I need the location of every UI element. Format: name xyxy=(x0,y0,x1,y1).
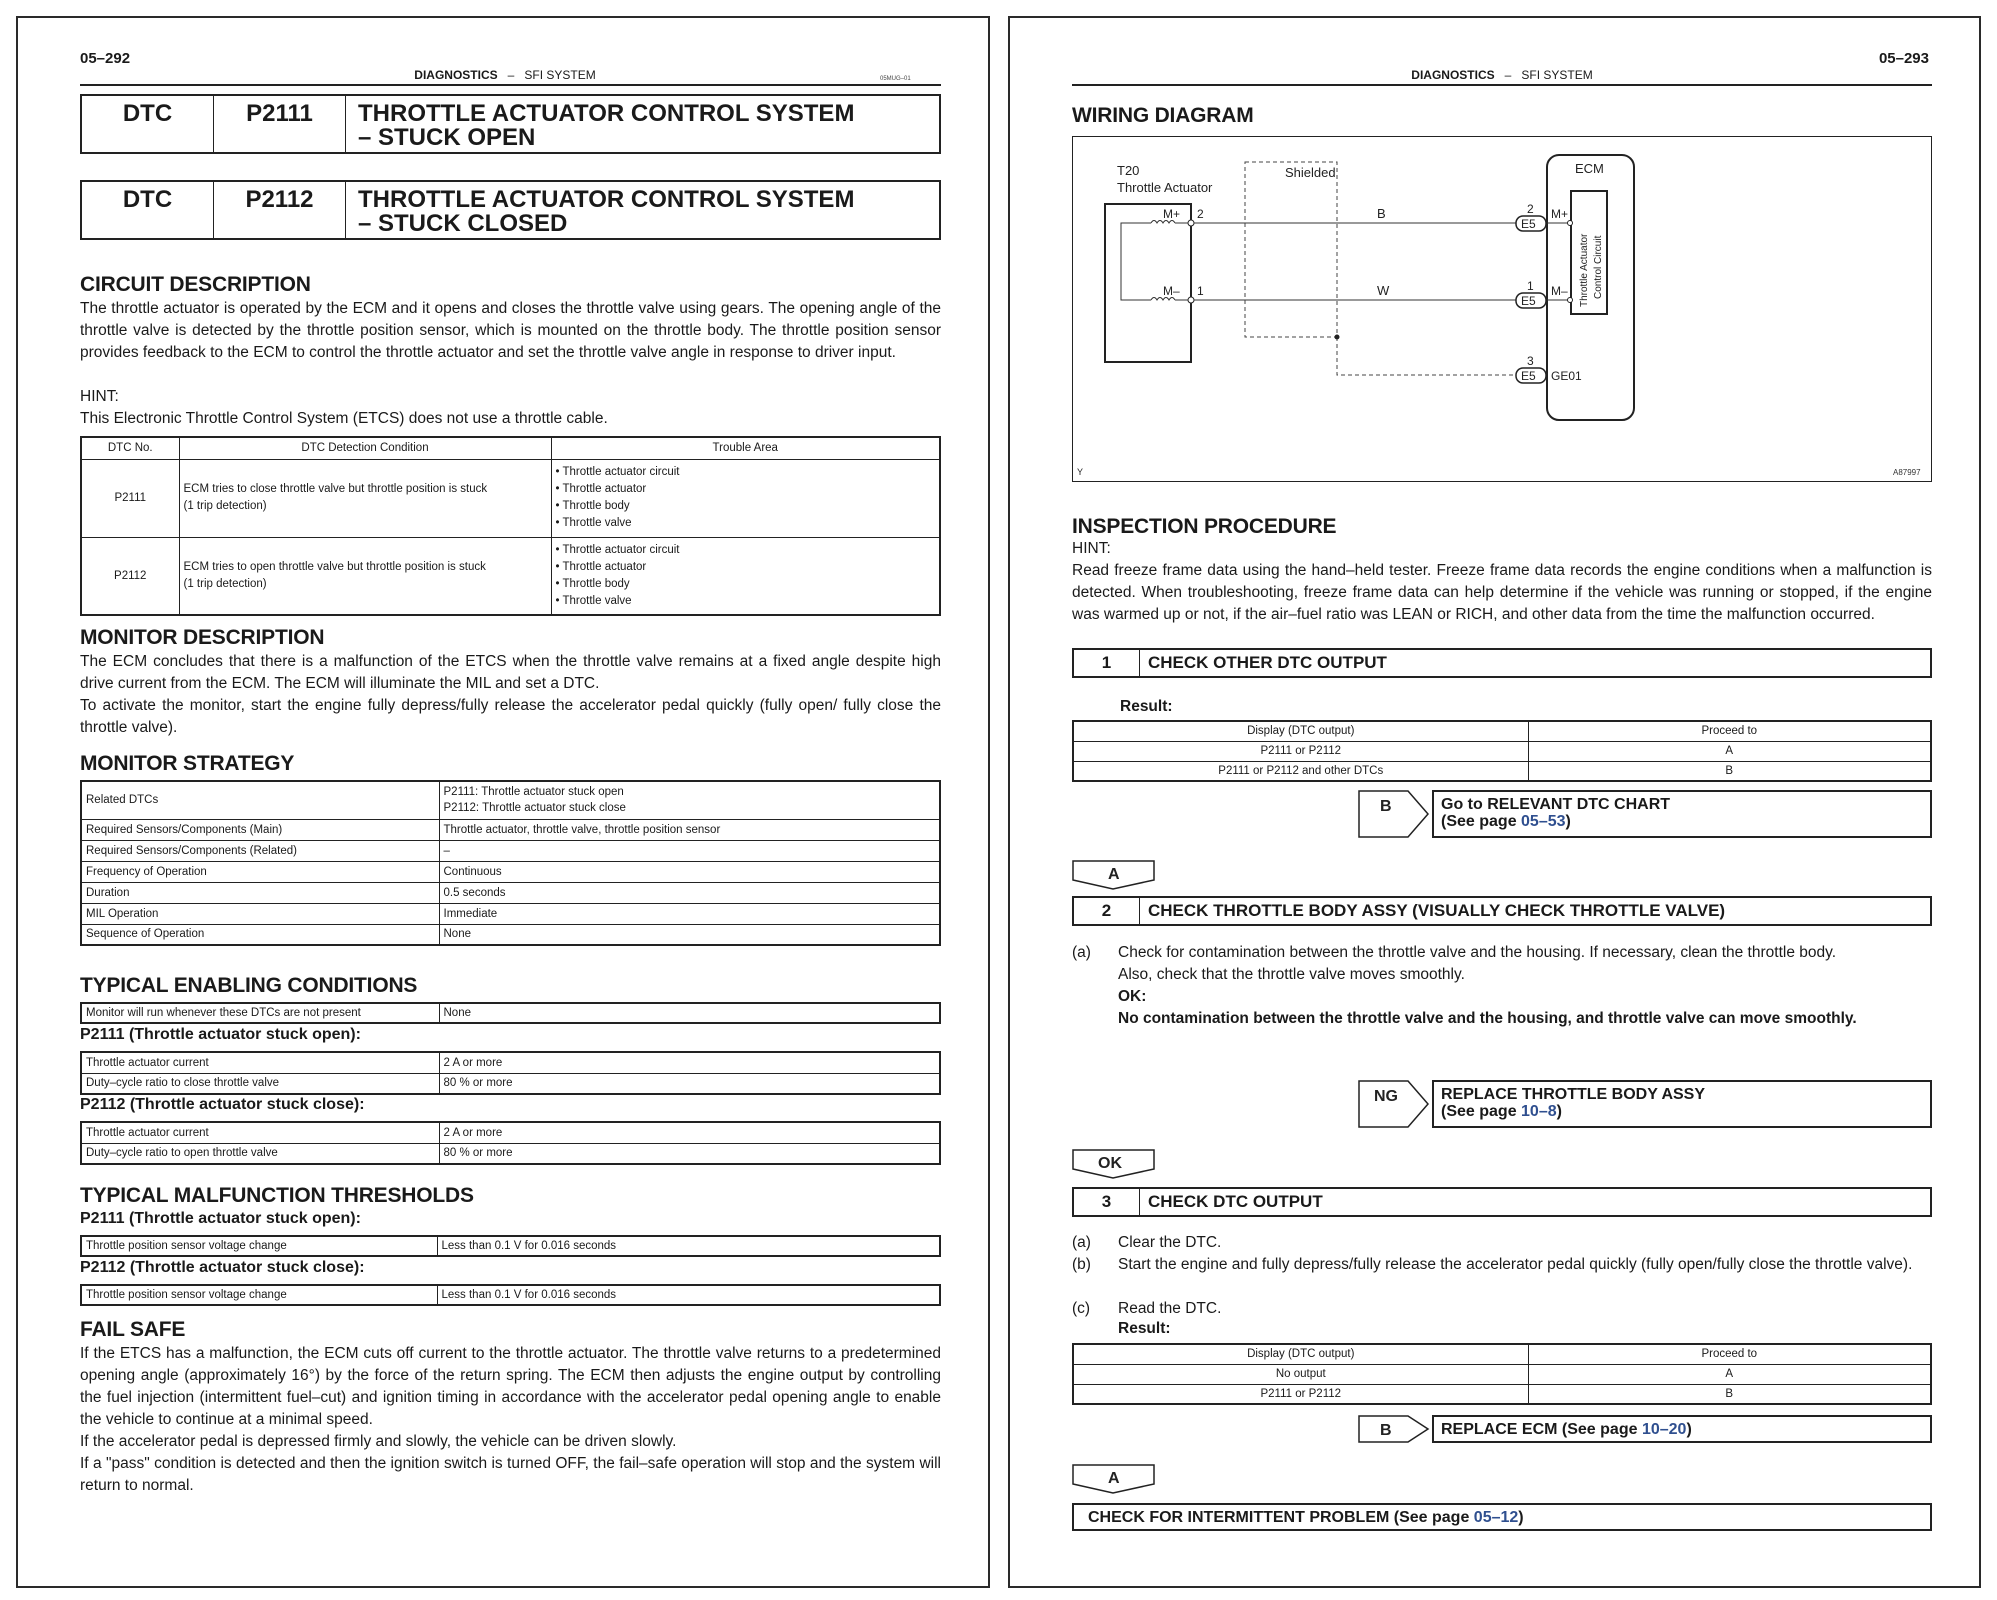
fail-safe-heading: FAIL SAFE xyxy=(80,1318,186,1341)
connector-pin-number: 3 xyxy=(1527,354,1534,368)
wire-color: B xyxy=(1377,206,1386,221)
strategy-value: None xyxy=(439,924,940,945)
condition-item: Duty–cycle ratio to close throttle valve xyxy=(81,1073,439,1094)
step-title: CHECK OTHER DTC OUTPUT xyxy=(1148,653,1387,672)
trouble-area-item: • Throttle actuator circuit xyxy=(556,464,936,481)
strategy-value: 0.5 seconds xyxy=(439,882,940,903)
enabling-p2111-table xyxy=(80,1051,941,1095)
pin-name: M+ xyxy=(1163,207,1181,221)
col-header: DTC Detection Condition xyxy=(179,437,551,459)
trouble-area-item: • Throttle body xyxy=(556,498,936,515)
figure-id: A87997 xyxy=(1893,468,1921,477)
step-2-item-a xyxy=(1072,942,1932,1062)
step-3-item xyxy=(1072,1254,1932,1298)
table-row xyxy=(81,1285,940,1305)
step-number: 1 xyxy=(1074,650,1140,676)
pin-number: 1 xyxy=(1197,284,1204,298)
strategy-item: Duration xyxy=(81,882,439,903)
dtc-title-line1: THROTTLE ACTUATOR CONTROL SYSTEM xyxy=(358,100,855,127)
circuit-description-text: The throttle actuator is operated by the ECM and it opens and closes the throttle valve using gears. The opening angle of the throttle valve is detected by the throttle position sensor, which is mounted on the throttle body. The throttle position sensor provides feedback to the ECM to control the throttle actuator and set the throttle valve angle in response to driver input. xyxy=(80,300,941,361)
result-display: No output xyxy=(1073,1364,1528,1384)
result-proceed: B xyxy=(1528,761,1931,781)
continue-tag-label: A xyxy=(1108,1470,1120,1487)
hint-label: HINT: xyxy=(80,388,119,405)
detection-condition xyxy=(179,537,551,615)
left-page xyxy=(16,16,990,1588)
dtc-label: DTC xyxy=(82,182,214,238)
branch-action-text: Go to RELEVANT DTC CHART xyxy=(1441,796,1671,813)
enabling-p2112-table xyxy=(80,1121,941,1165)
condition-line: ECM tries to close throttle valve but throttle position is stuck xyxy=(183,483,488,495)
result-display: P2111 or P2112 xyxy=(1073,741,1528,761)
strategy-value: Continuous xyxy=(439,861,940,882)
condition-value: 2 A or more xyxy=(439,1122,940,1143)
table-row xyxy=(1073,761,1931,781)
item-text: Clear the DTC. xyxy=(1118,1234,1222,1251)
actuator-id: T20 xyxy=(1117,163,1140,178)
see-page-text: (See page xyxy=(1441,1103,1522,1120)
branch-tag-label: B xyxy=(1380,1422,1392,1439)
threshold-value: Less than 0.1 V for 0.016 seconds xyxy=(437,1236,940,1256)
threshold-p2111-heading: P2111 (Throttle actuator stuck open): xyxy=(80,1210,361,1227)
step-3-header xyxy=(1072,1187,1932,1217)
table-row xyxy=(1073,1384,1931,1404)
branch-arrow-icon xyxy=(1358,790,1430,838)
see-page-text: (See page xyxy=(1561,1421,1642,1438)
control-circuit-label: Throttle Actuator xyxy=(1579,233,1590,307)
strategy-item: Frequency of Operation xyxy=(81,861,439,882)
condition-item: Throttle actuator current xyxy=(81,1052,439,1073)
result-proceed: A xyxy=(1528,741,1931,761)
page-number: 05–293 xyxy=(1878,50,1929,67)
continue-tag-label: OK xyxy=(1098,1155,1122,1172)
connector-pin-number: 2 xyxy=(1527,202,1534,216)
running-head-separator: – xyxy=(507,68,515,82)
dtc-detection-table xyxy=(80,436,941,616)
item-text: Start the engine and fully depress/fully release the accelerator pedal quickly (fully open/fully close the throttle valve). xyxy=(1118,1256,1913,1273)
hint-text: Read freeze frame data using the hand–held tester. Freeze frame data records the engine conditions when a malfunction is detected. When troubleshooting, freeze frame data can help determine if the vehicle was running or stopped, if the engine was warmed up or not, if the air–fuel ratio was LEAN or RICH, and other data from the time the malfunction occurred. xyxy=(1072,562,1932,623)
dtc-title xyxy=(346,96,939,152)
strategy-item: Related DTCs xyxy=(81,781,439,819)
table-row xyxy=(81,924,940,945)
close-paren: ) xyxy=(1686,1421,1692,1438)
page-link[interactable]: 05–12 xyxy=(1473,1509,1519,1526)
dtc-no: P2112 xyxy=(81,537,179,615)
branch-arrow-icon xyxy=(1358,1080,1430,1128)
threshold-value: Less than 0.1 V for 0.016 seconds xyxy=(437,1285,940,1305)
ecm-pin: GE01 xyxy=(1551,369,1582,383)
fail-safe-reset-text: If a "pass" condition is detected and then the ignition switch is turned OFF, the fail–safe operation will stop and the system will return to normal. xyxy=(80,1455,941,1494)
table-row xyxy=(81,903,940,924)
step-3-item xyxy=(1072,1232,1932,1254)
page-link[interactable]: 10–20 xyxy=(1641,1421,1687,1438)
strategy-item: Sequence of Operation xyxy=(81,924,439,945)
col-header: Proceed to xyxy=(1528,1344,1931,1364)
table-row xyxy=(81,1143,940,1164)
table-row xyxy=(81,1073,940,1094)
close-paren: ) xyxy=(1556,1103,1562,1120)
final-action-text: CHECK FOR INTERMITTENT PROBLEM xyxy=(1088,1509,1394,1526)
fail-safe-text: If the ETCS has a malfunction, the ECM cuts off current to the throttle actuator. The throttle valve returns to a predetermined opening angle (approximately 16°) by the force of the return spring. The ECM then adjusts the engine output by controlling the fuel injection (intermittent fuel–cut) and ignition timing in accordance with the accelerator pedal opening angle to enable the vehicle to continue at a minimal speed. xyxy=(80,1345,941,1428)
step-3-result-table xyxy=(1072,1343,1932,1405)
enabling-p2111-heading: P2111 (Throttle actuator stuck open): xyxy=(80,1026,361,1043)
header-rule xyxy=(80,84,941,86)
item-text: Also, check that the throttle valve moves smoothly. xyxy=(1118,966,1465,983)
branch-action-box xyxy=(1432,790,1932,838)
branch-tag-label: B xyxy=(1380,798,1392,815)
page-number: 05–292 xyxy=(80,50,131,67)
table-row xyxy=(81,819,940,840)
branch-page-ref xyxy=(1441,1103,1923,1120)
result-proceed: B xyxy=(1528,1384,1931,1404)
branch-tag-label: NG xyxy=(1374,1088,1398,1105)
step-2-header xyxy=(1072,896,1932,926)
branch-arrow-icon xyxy=(1358,1415,1430,1443)
continue-arrow-icon xyxy=(1072,1464,1156,1494)
trouble-area-item: • Throttle actuator xyxy=(556,481,936,498)
table-row xyxy=(81,1236,940,1256)
continue-arrow-icon xyxy=(1072,860,1156,890)
dtc-title-line2: – STUCK CLOSED xyxy=(358,210,568,237)
trouble-area-item: • Throttle valve xyxy=(556,515,936,532)
step-number: 2 xyxy=(1074,898,1140,924)
dtc-title xyxy=(346,182,939,238)
strategy-value: Immediate xyxy=(439,903,940,924)
close-paren: ) xyxy=(1565,813,1571,830)
running-head-system: SFI SYSTEM xyxy=(1521,68,1593,82)
item-label: (b) xyxy=(1072,1256,1091,1273)
connector-id: E5 xyxy=(1521,369,1536,383)
condition-line: ECM tries to open throttle valve but throttle position is stuck xyxy=(183,560,486,573)
condition-value: None xyxy=(439,1003,940,1023)
dtc-header-p2111 xyxy=(80,94,941,154)
dtc-label: DTC xyxy=(82,96,214,152)
strategy-value: – xyxy=(439,840,940,861)
dtc-header-p2112 xyxy=(80,180,941,240)
trouble-area-item: • Throttle actuator circuit xyxy=(556,542,936,559)
shield-label: Shielded xyxy=(1285,165,1336,180)
enabling-p2112-heading: P2112 (Throttle actuator stuck close): xyxy=(80,1096,365,1113)
col-header: DTC No. xyxy=(81,437,179,459)
branch-action-text: REPLACE ECM xyxy=(1441,1421,1562,1438)
continue-arrow-icon xyxy=(1072,1149,1156,1179)
dtc-code: P2112 xyxy=(214,182,346,238)
running-head-separator: – xyxy=(1504,68,1512,82)
item-label: (a) xyxy=(1072,944,1091,961)
table-row xyxy=(81,781,940,819)
table-row xyxy=(81,861,940,882)
actuator-box xyxy=(1105,204,1191,362)
wiring-diagram xyxy=(1072,136,1932,482)
header-rule xyxy=(1072,84,1932,86)
monitor-description-text: The ECM concludes that there is a malfunction of the ETCS when the throttle valve remains at a fixed angle despite high drive current from the ECM. The ECM will illuminate the MIL and set a DTC. xyxy=(80,653,941,692)
detection-condition xyxy=(179,459,551,537)
connector-pin-number: 1 xyxy=(1527,279,1534,293)
condition-value: 80 % or more xyxy=(439,1143,940,1164)
col-header: Trouble Area xyxy=(551,437,940,459)
step-title: CHECK DTC OUTPUT xyxy=(1148,1192,1323,1211)
col-header: Display (DTC output) xyxy=(1073,721,1528,741)
col-header: Proceed to xyxy=(1528,721,1931,741)
page-link[interactable]: 10–8 xyxy=(1521,1103,1557,1120)
see-page-text: (See page xyxy=(1393,1509,1474,1526)
table-row xyxy=(81,1052,940,1073)
item-content xyxy=(1118,942,1932,1030)
pin-name: M– xyxy=(1163,284,1180,298)
final-action-box xyxy=(1072,1503,1932,1531)
strategy-value-line: P2112: Throttle actuator stuck close xyxy=(443,802,626,815)
threshold-item: Throttle position sensor voltage change xyxy=(81,1236,437,1256)
trouble-area xyxy=(551,459,940,537)
trouble-area-item: • Throttle body xyxy=(556,576,936,593)
condition-value: 2 A or more xyxy=(439,1052,940,1073)
branch-action-box xyxy=(1432,1080,1932,1128)
doc-code: 05MUG–01 xyxy=(880,76,911,82)
ok-criteria: No contamination between the throttle valve and the housing, and throttle valve can move smoothly. xyxy=(1118,1010,1857,1027)
connector-id: E5 xyxy=(1521,217,1536,231)
col-header: Display (DTC output) xyxy=(1073,1344,1528,1364)
connector-id: E5 xyxy=(1521,294,1536,308)
corner-mark: Y xyxy=(1077,467,1084,477)
dtc-code: P2111 xyxy=(214,96,346,152)
running-head-section: DIAGNOSTICS xyxy=(1411,68,1495,82)
dtc-title-line1: THROTTLE ACTUATOR CONTROL SYSTEM xyxy=(358,186,855,213)
running-head-system: SFI SYSTEM xyxy=(524,68,596,82)
ecm-pin: M– xyxy=(1551,284,1568,298)
control-circuit-label: Control Circuit xyxy=(1593,235,1604,299)
table-row xyxy=(81,459,940,537)
threshold-p2112-table xyxy=(80,1284,941,1306)
branch-action-text: REPLACE THROTTLE BODY ASSY xyxy=(1441,1086,1706,1103)
dtc-title-line2: – STUCK OPEN xyxy=(358,124,536,151)
ecm-label: ECM xyxy=(1575,161,1604,176)
table-row xyxy=(81,537,940,615)
condition-line: (1 trip detection) xyxy=(183,500,267,512)
wire-color: W xyxy=(1377,283,1390,298)
item-label: (a) xyxy=(1072,1234,1091,1251)
threshold-p2112-heading: P2112 (Throttle actuator stuck close): xyxy=(80,1259,365,1276)
item-text: Check for contamination between the throttle valve and the housing. If necessary, clean the throttle body. xyxy=(1118,944,1837,961)
step-title: CHECK THROTTLE BODY ASSY (VISUALLY CHECK THROTTLE VALVE) xyxy=(1148,901,1726,920)
result-proceed: A xyxy=(1528,1364,1931,1384)
strategy-item: Required Sensors/Components (Related) xyxy=(81,840,439,861)
running-head xyxy=(65,68,945,82)
branch-page-ref xyxy=(1441,813,1923,830)
table-row xyxy=(1073,1364,1931,1384)
item-text: Read the DTC. xyxy=(1118,1300,1222,1317)
trouble-area xyxy=(551,537,940,615)
running-head-section: DIAGNOSTICS xyxy=(414,68,498,82)
condition-item: Throttle actuator current xyxy=(81,1122,439,1143)
item-label: (c) xyxy=(1072,1300,1091,1317)
hint-text: This Electronic Throttle Control System (ETCS) does not use a throttle cable. xyxy=(80,410,608,427)
result-display: P2111 or P2112 xyxy=(1073,1384,1528,1404)
threshold-p2111-table xyxy=(80,1235,941,1257)
pin-number: 2 xyxy=(1197,207,1204,221)
monitor-strategy-heading: MONITOR STRATEGY xyxy=(80,752,295,775)
table-row xyxy=(81,1003,940,1023)
strategy-item: MIL Operation xyxy=(81,903,439,924)
table-row xyxy=(81,840,940,861)
running-head xyxy=(1072,68,1932,82)
condition-item: Duty–cycle ratio to open throttle valve xyxy=(81,1143,439,1164)
strategy-item: Required Sensors/Components (Main) xyxy=(81,819,439,840)
actuator-name: Throttle Actuator xyxy=(1117,180,1213,195)
condition-line: (1 trip detection) xyxy=(183,577,267,590)
close-paren: ) xyxy=(1518,1509,1524,1526)
dtc-no: P2111 xyxy=(81,459,179,537)
result-display: P2111 or P2112 and other DTCs xyxy=(1073,761,1528,781)
page-link[interactable]: 05–53 xyxy=(1521,813,1566,830)
ecm-pin: M+ xyxy=(1551,207,1569,221)
monitor-activation-text: To activate the monitor, start the engine fully depress/fully release the accelerator pedal quickly (fully open/ fully close the throttle valve). xyxy=(80,697,941,736)
strategy-value xyxy=(439,781,940,819)
result-label: Result: xyxy=(1118,1320,1171,1337)
right-page xyxy=(1008,16,1981,1588)
enabling-conditions-heading: TYPICAL ENABLING CONDITIONS xyxy=(80,974,418,997)
wiring-diagram-svg xyxy=(1073,137,1930,480)
circuit-description-heading: CIRCUIT DESCRIPTION xyxy=(80,273,311,296)
result-label: Result: xyxy=(1120,698,1173,715)
fail-safe-slow-text: If the accelerator pedal is depressed firmly and slowly, the vehicle can be driven slowly. xyxy=(80,1433,677,1450)
strategy-value: Throttle actuator, throttle valve, throttle position sensor xyxy=(439,819,940,840)
malfunction-thresholds-heading: TYPICAL MALFUNCTION THRESHOLDS xyxy=(80,1184,474,1207)
wiring-diagram-heading: WIRING DIAGRAM xyxy=(1072,104,1254,127)
step-number: 3 xyxy=(1074,1189,1140,1215)
ok-label: OK: xyxy=(1118,988,1147,1005)
trouble-area-item: • Throttle actuator xyxy=(556,559,936,576)
monitor-strategy-table xyxy=(80,780,941,946)
condition-value: 80 % or more xyxy=(439,1073,940,1094)
table-row xyxy=(81,1122,940,1143)
inspection-procedure-heading: INSPECTION PROCEDURE xyxy=(1072,515,1337,538)
step-1-header xyxy=(1072,648,1932,678)
strategy-value-line: P2111: Throttle actuator stuck open xyxy=(443,786,624,799)
table-row xyxy=(1073,741,1931,761)
table-row xyxy=(81,882,940,903)
branch-action-box xyxy=(1432,1415,1932,1443)
monitor-description-heading: MONITOR DESCRIPTION xyxy=(80,626,325,649)
step-3-item xyxy=(1072,1298,1932,1320)
trouble-area-item: • Throttle valve xyxy=(556,593,936,610)
see-page-text: (See page xyxy=(1441,813,1522,830)
step-1-result-table xyxy=(1072,720,1932,782)
threshold-item: Throttle position sensor voltage change xyxy=(81,1285,437,1305)
condition-item: Monitor will run whenever these DTCs are not present xyxy=(81,1003,439,1023)
continue-tag-label: A xyxy=(1108,866,1120,883)
enabling-general-table xyxy=(80,1002,941,1024)
hint-label: HINT: xyxy=(1072,540,1111,557)
